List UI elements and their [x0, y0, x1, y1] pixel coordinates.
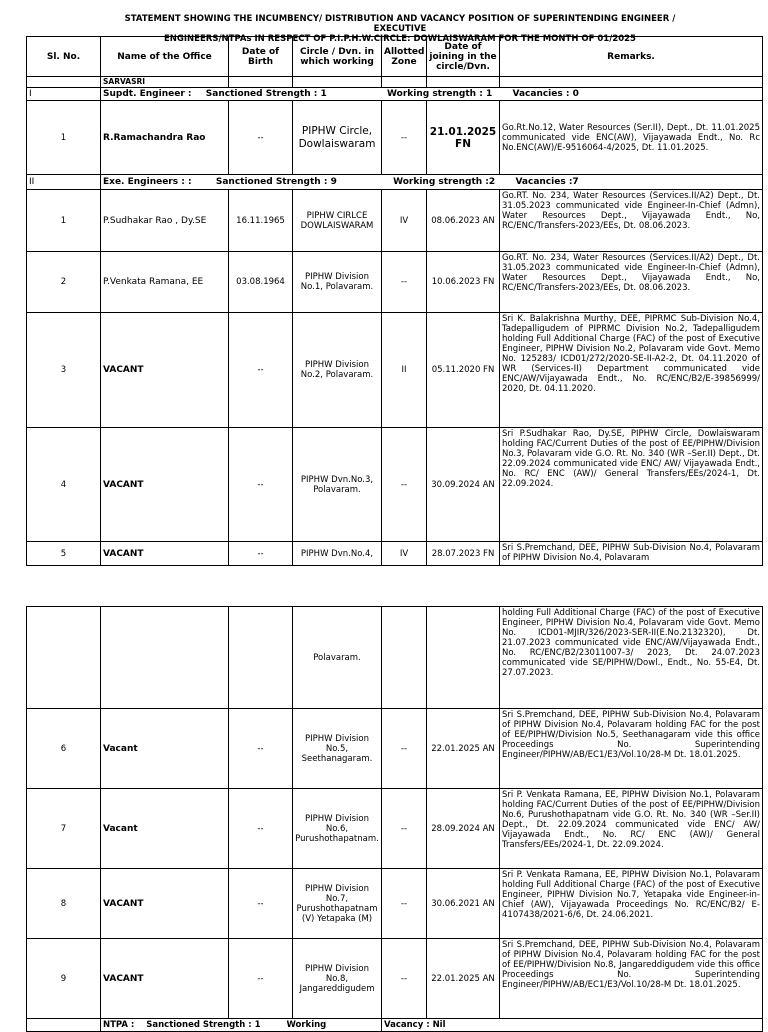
section-ee-roman: II	[27, 175, 101, 190]
section-ntpa-label: NTPA :	[103, 1020, 135, 1030]
table-row: 6 Vacant -- PIPHW Division No.5, Seethanagaram. -- 22.01.2025 AN Sri S.Premchand, DEE, PIPHW Sub-Division No.4, Polavaram of PIPHW Division No.4, Polavaram holding FAC for the post of EE/PIPHW/Division No.5, Seethanagaram vide this office Proceedings No. Superintending Engineer/PIPHW/AB/EC1/E3/Vol.10/28-M Dt. 18.01.2025.	[27, 709, 763, 789]
table-row: 4 VACANT -- PIPHW Dvn.No.3, Polavaram. -- 30.09.2024 AN Sri P.Sudhakar Rao, Dy.SE, PIPHW Circle, Dowlaiswaram holding FAC/Current Duties of the post of EE/PIPHW/Division No.3, Polavaram vide G.O. Rt. No. 340 (WR –Ser.II) Dept., Dt. 22.09.2024 communicated vide ENC/ AW/ Vijayawada Endt., No. RC/ ENC (AW)/ General Transfers/EEs/2024-1, Dt. 22.09.2024.	[27, 428, 763, 542]
header-zone: Allotted Zone	[382, 37, 427, 77]
section-ntpa-working: Working	[286, 1020, 327, 1030]
header-dob: Date of Birth	[229, 37, 293, 77]
header-remarks: Remarks.	[500, 37, 763, 77]
table-row: 8 VACANT -- PIPHW Division No.7, Purushothapatnam (V) Yetapaka (M) -- 30.06.2021 AN Sri P. Venkata Ramana, EE, PIPHW Division No.1, Polavaram holding Full Additional Charge (FAC) of the post of Executive Engineer, PIPHW Division No.7, Yetapaka vide Engineer-in-Chief (AW), Vijayawada Proceedings No. RC/ENC/B2/ E-4107438/2021-6/6, Dt. 24.06.2021.	[27, 869, 763, 939]
section-ntpa-vacancies: Vacancy : Nil	[384, 1020, 446, 1030]
section-ee-label: Exe. Engineers : :	[103, 177, 192, 187]
header-doj: Date of joining in the circle/Dvn.	[427, 37, 500, 77]
incumbency-table-page-2	[26, 606, 763, 1032]
title-line-2: ENGINEERS/NTPAs IN RESPECT OF P.I.P.H.W.CIRCLE: DOWLAISWARAM FOR THE MONTH OF 01/2025	[164, 34, 636, 44]
table-row: Polavaram. holding Full Additional Charge (FAC) of the post of Executive Engineer, PIPHW Division No.4, Polavaram vide Govt. Memo No. ICD01-MJIR/326/2023-SER-II(E.No.2132320), Dt. 21.07.2023 communicated vide ENC/AW/Vijayawada Endt., No. RC/ENC/B2/23011007-3/ 2023, Dt. 24.07.2023 communicated vide SE/PIPHW/Dowl., Endt., No. 55-E4, Dt. 27.07.2023.	[27, 607, 763, 709]
section-ee-vacancies: Vacancies :7	[515, 177, 579, 187]
section-ntpa-sanctioned: Sanctioned Strength : 1	[146, 1020, 261, 1030]
section-ntpa-row	[27, 1019, 763, 1032]
section-ee-sanctioned: Sanctioned Strength : 9	[215, 177, 337, 187]
table-row: 9 VACANT -- PIPHW Division No.8, Jangareddigudem -- 22.01.2025 AN Sri S.Premchand, DEE, PIPHW Sub-Division No.4, Polavaram of PIPHW Division No.4, Polavaram holding FAC for the post of EE/PIPHW/Division No.8, Jangareddigudem vide this office Proceedings No. Superintending Engineer/PIPHW/AB/EC1/E3/Vol.10/28-M Dt. 18.01.2025.	[27, 939, 763, 1019]
section-se-working: Working strength : 1	[387, 89, 493, 99]
table-row: 7 Vacant -- PIPHW Division No.6, Purushothapatnam. -- 28.09.2024 AN Sri P. Venkata Ramana, EE, PIPHW Division No.1, Polavaram holding FAC/Current Duties of the post of EE/PIPHW/Division No.6, Purushothapatnam vide G.O. Rt. No. 340 (WR –Ser.II) Dept., Dt. 22.09.2024 communicated vide ENC/ AW/ Vijayawada Endt., No. RC/ ENC (AW)/ General Transfers/EEs/2024-1, Dt. 22.09.2024.	[27, 789, 763, 869]
section-ee-working: Working strength :2	[393, 177, 496, 187]
incumbency-table-page-1	[26, 36, 763, 566]
header-name: Name of the Office	[101, 37, 229, 77]
header-row	[27, 37, 763, 77]
sarvasri-row	[27, 77, 763, 88]
section-se-roman: I	[27, 88, 101, 101]
section-se-vacancies: Vacancies : 0	[512, 89, 579, 99]
section-se-label: Supdt. Engineer :	[103, 89, 192, 99]
table-row: 1 R.Ramachandra Rao -- PIPHW Circle, Dowlaiswaram -- 21.01.2025 FN Go.Rt.No.12, Water Resources (Ser.II), Dept., Dt. 11.01.2025 communicated vide ENC(AW), Vijayawada Endt., No. Rc No.ENC(AW)/E-9516064-4/2025, Dt. 11.01.2025.	[27, 101, 763, 175]
header-sl: Sl. No.	[27, 37, 101, 77]
section-se-sanctioned: Sanctioned Strength : 1	[205, 89, 327, 99]
sarvasri-label: SARVASRI	[101, 77, 229, 88]
table-row: 3 VACANT -- PIPHW Division No.2, Polavaram. II 05.11.2020 FN Sri K. Balakrishna Murthy, DEE, PIPRMC Sub-Division No.4, Tadepalligudem of PIPRMC Division No.2, Tadepalligudem holding Full Additional Charge (FAC) of the post of Executive Engineer, PIPHW Division No.2, Polavaram vide Govt. Memo No. 125283/ ICD01/272/2020-SE-II-A2-2, Dt. 04.11.2020 of WR (Services-II) Department communicated vide ENC/AW/Vijayawada Endt., No. RC/ENC/B2/E-39856999/ 2020, Dt. 04.11.2020.	[27, 313, 763, 428]
table-row: 1 P.Sudhakar Rao , Dy.SE 16.11.1965 PIPHW CIRLCE DOWLAISWARAM IV 08.06.2023 AN Go.RT. No. 234, Water Resources (Services.II/A2) Dept., Dt. 31.05.2023 communicated vide Engineer-In-Chief (Admn), Water Resources Dept., Vijayawada Endt., No, RC/ENC/Transfers-2023/EEs, Dt. 08.06.2023.	[27, 190, 763, 252]
table-row: 5 VACANT -- PIPHW Dvn.No.4, IV 28.07.2023 FN Sri S.Premchand, DEE, PIPHW Sub-Division No.4, Polavaram of PIPHW Division No.4, Polavaram	[27, 542, 763, 566]
title-line-1: STATEMENT SHOWING THE INCUMBENCY/ DISTRIBUTION AND VACANCY POSITION OF SUPERINTENDING ENGINEER / EXECUTIVE	[124, 14, 676, 34]
table-row: 2 P.Venkata Ramana, EE 03.08.1964 PIPHW Division No.1, Polavaram. -- 10.06.2023 FN Go.RT. No. 234, Water Resources (Services.II/A2) Dept., Dt. 31.05.2023 communicated vide Engineer-In-Chief (Admn), Water Resources Dept., Vijayawada Endt., No, RC/ENC/Transfers-2023/EEs, Dt. 08.06.2023.	[27, 252, 763, 313]
section-se-row	[27, 88, 763, 101]
section-ee-row	[27, 175, 763, 190]
header-circle: Circle / Dvn. in which working	[293, 37, 382, 77]
